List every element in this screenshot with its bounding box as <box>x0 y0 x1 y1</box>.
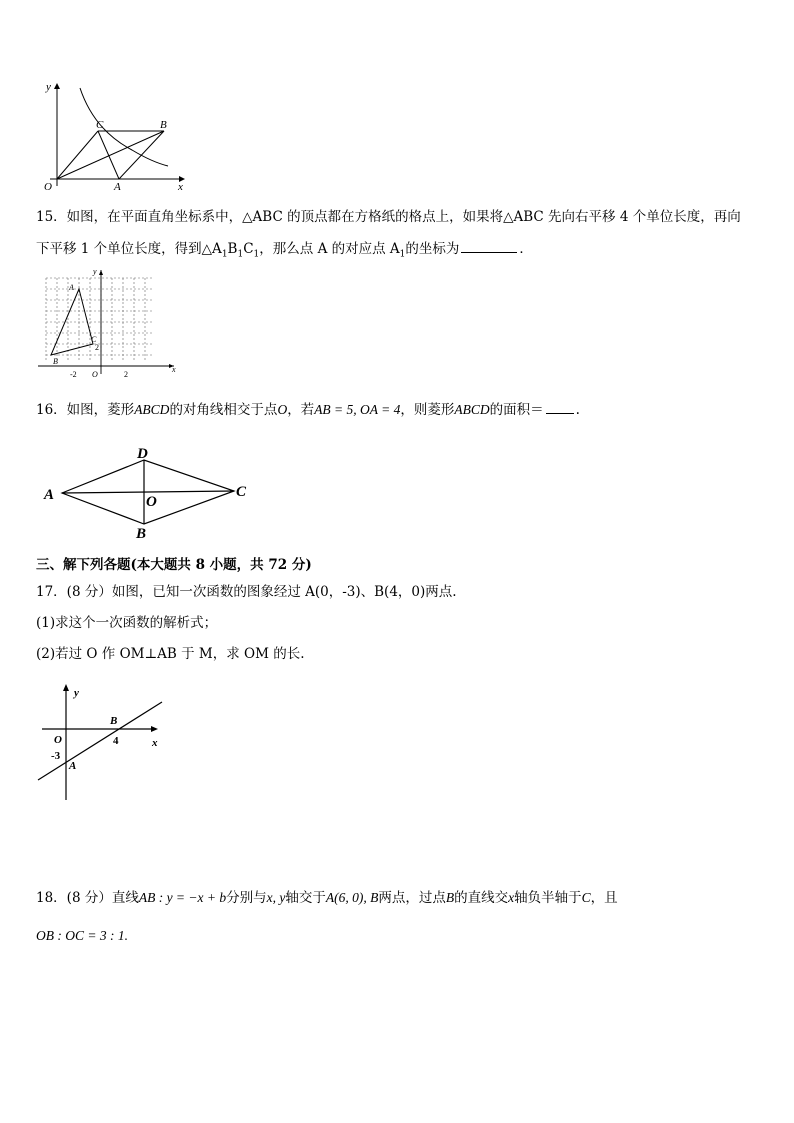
fig16-B: B <box>136 526 147 542</box>
q18-line1 <box>36 888 618 908</box>
q17-line1: 17．(8 分）如图，已知一次函数的图象经过 A(0，-3)、B(4，0)两点. <box>36 584 457 600</box>
q15-sub: 1 <box>253 249 260 260</box>
q16-post: 的面积＝ <box>489 402 544 418</box>
q16-figure <box>40 444 260 540</box>
q16-end: . <box>575 402 580 418</box>
q16-answer-blank[interactable] <box>546 399 574 414</box>
q15-answer-blank[interactable] <box>461 238 517 253</box>
q18-c: C <box>581 890 591 905</box>
q18-b: B <box>445 890 455 905</box>
fig14-B: B <box>160 119 167 131</box>
q18-xy: x, y <box>266 890 286 905</box>
q18-mid2: 轴交于 <box>285 890 326 906</box>
q15-figure <box>36 264 186 382</box>
q16-mid3: ，则菱形 <box>400 402 455 418</box>
q18-pt: A(6, 0), B <box>325 890 379 905</box>
fig17-x: x <box>152 737 158 749</box>
q16-o: O <box>277 402 288 417</box>
section-heading: 三、解下列各题(本大题共 8 小题，共 72 分) <box>36 557 312 573</box>
q14-figure <box>36 78 206 194</box>
fig16-C: C <box>236 484 247 500</box>
q17-figure <box>34 680 174 806</box>
q15-b: B <box>227 241 238 257</box>
q15-line2-post: 的坐标为 <box>405 241 460 257</box>
q15-sub: 1 <box>221 249 228 260</box>
q16-line <box>36 399 580 420</box>
fig14-x: x <box>178 181 183 193</box>
fig16-D: D <box>137 446 148 462</box>
q16-mid2: ，若 <box>287 402 315 418</box>
q15-line2-mid: ，那么点 A 的对应点 A <box>259 241 400 257</box>
q15-line1: 15．如图，在平面直角坐标系中，△ABC 的顶点都在方格纸的格点上，如果将△ABC 先向右平移 4 个单位长度，再向 <box>36 209 741 225</box>
q16-cond: AB = 5, OA = 4 <box>314 402 401 417</box>
fig15-A: A <box>69 283 74 292</box>
fig15-2: 2 <box>95 343 99 352</box>
fig14-O: O <box>44 181 52 193</box>
q17-line3: (2)若过 O 作 OM⊥AB 于 M，求 OM 的长. <box>36 646 305 662</box>
fig14-A: A <box>114 181 121 193</box>
fig17-4: 4 <box>113 735 119 747</box>
q17-line2: (1)求这个一次函数的解析式； <box>36 615 218 631</box>
q18-x: x <box>508 890 515 905</box>
q18-mid1: 分别与 <box>226 890 267 906</box>
q15-line2 <box>36 238 533 265</box>
fig15-B: B <box>53 357 58 366</box>
fig15-tick-m2: -2 <box>70 370 77 379</box>
fig15-tick-2: 2 <box>124 370 128 379</box>
q18-eq: AB : y = −x + b <box>138 890 227 905</box>
q16-pre: 16．如图，菱形 <box>36 402 135 418</box>
q15-line2-end: ． <box>519 241 533 257</box>
q15-sub: 1 <box>237 249 244 260</box>
q16-abcd: ABCD <box>454 402 490 417</box>
q18-mid3: 两点，过点 <box>378 890 446 906</box>
q15-sub: 1 <box>399 249 406 260</box>
hyperbola <box>80 88 168 166</box>
q18-mid5: 轴负半轴于 <box>514 890 582 906</box>
q18-pre: 18．(8 分）直线 <box>36 890 139 906</box>
fig16-O: O <box>146 494 157 510</box>
fig17-y: y <box>74 687 79 699</box>
fig17-O: O <box>54 734 62 746</box>
q15-line2-pre: 下平移 1 个单位长度，得到△A <box>36 241 222 257</box>
q18-post: ，且 <box>590 890 618 906</box>
fig15-y: y <box>93 267 97 276</box>
fig15-C: C <box>91 335 97 344</box>
grid <box>46 278 152 362</box>
q18-line2: OB : OC = 3 : 1. <box>36 928 128 943</box>
q16-mid1: 的对角线相交于点 <box>169 402 278 418</box>
fig17-A: A <box>69 760 77 772</box>
fig15-O: O <box>92 370 98 379</box>
fig14-y: y <box>46 81 51 93</box>
fig17-B: B <box>110 715 118 727</box>
fig15-x: x <box>172 365 176 374</box>
q15-c: C <box>243 241 254 257</box>
q18-mid4: 的直线交 <box>454 890 509 906</box>
fig16-A: A <box>44 487 55 503</box>
fig17-m3: -3 <box>51 750 61 762</box>
fig14-C: C <box>96 119 104 131</box>
q16-abcd: ABCD <box>134 402 170 417</box>
